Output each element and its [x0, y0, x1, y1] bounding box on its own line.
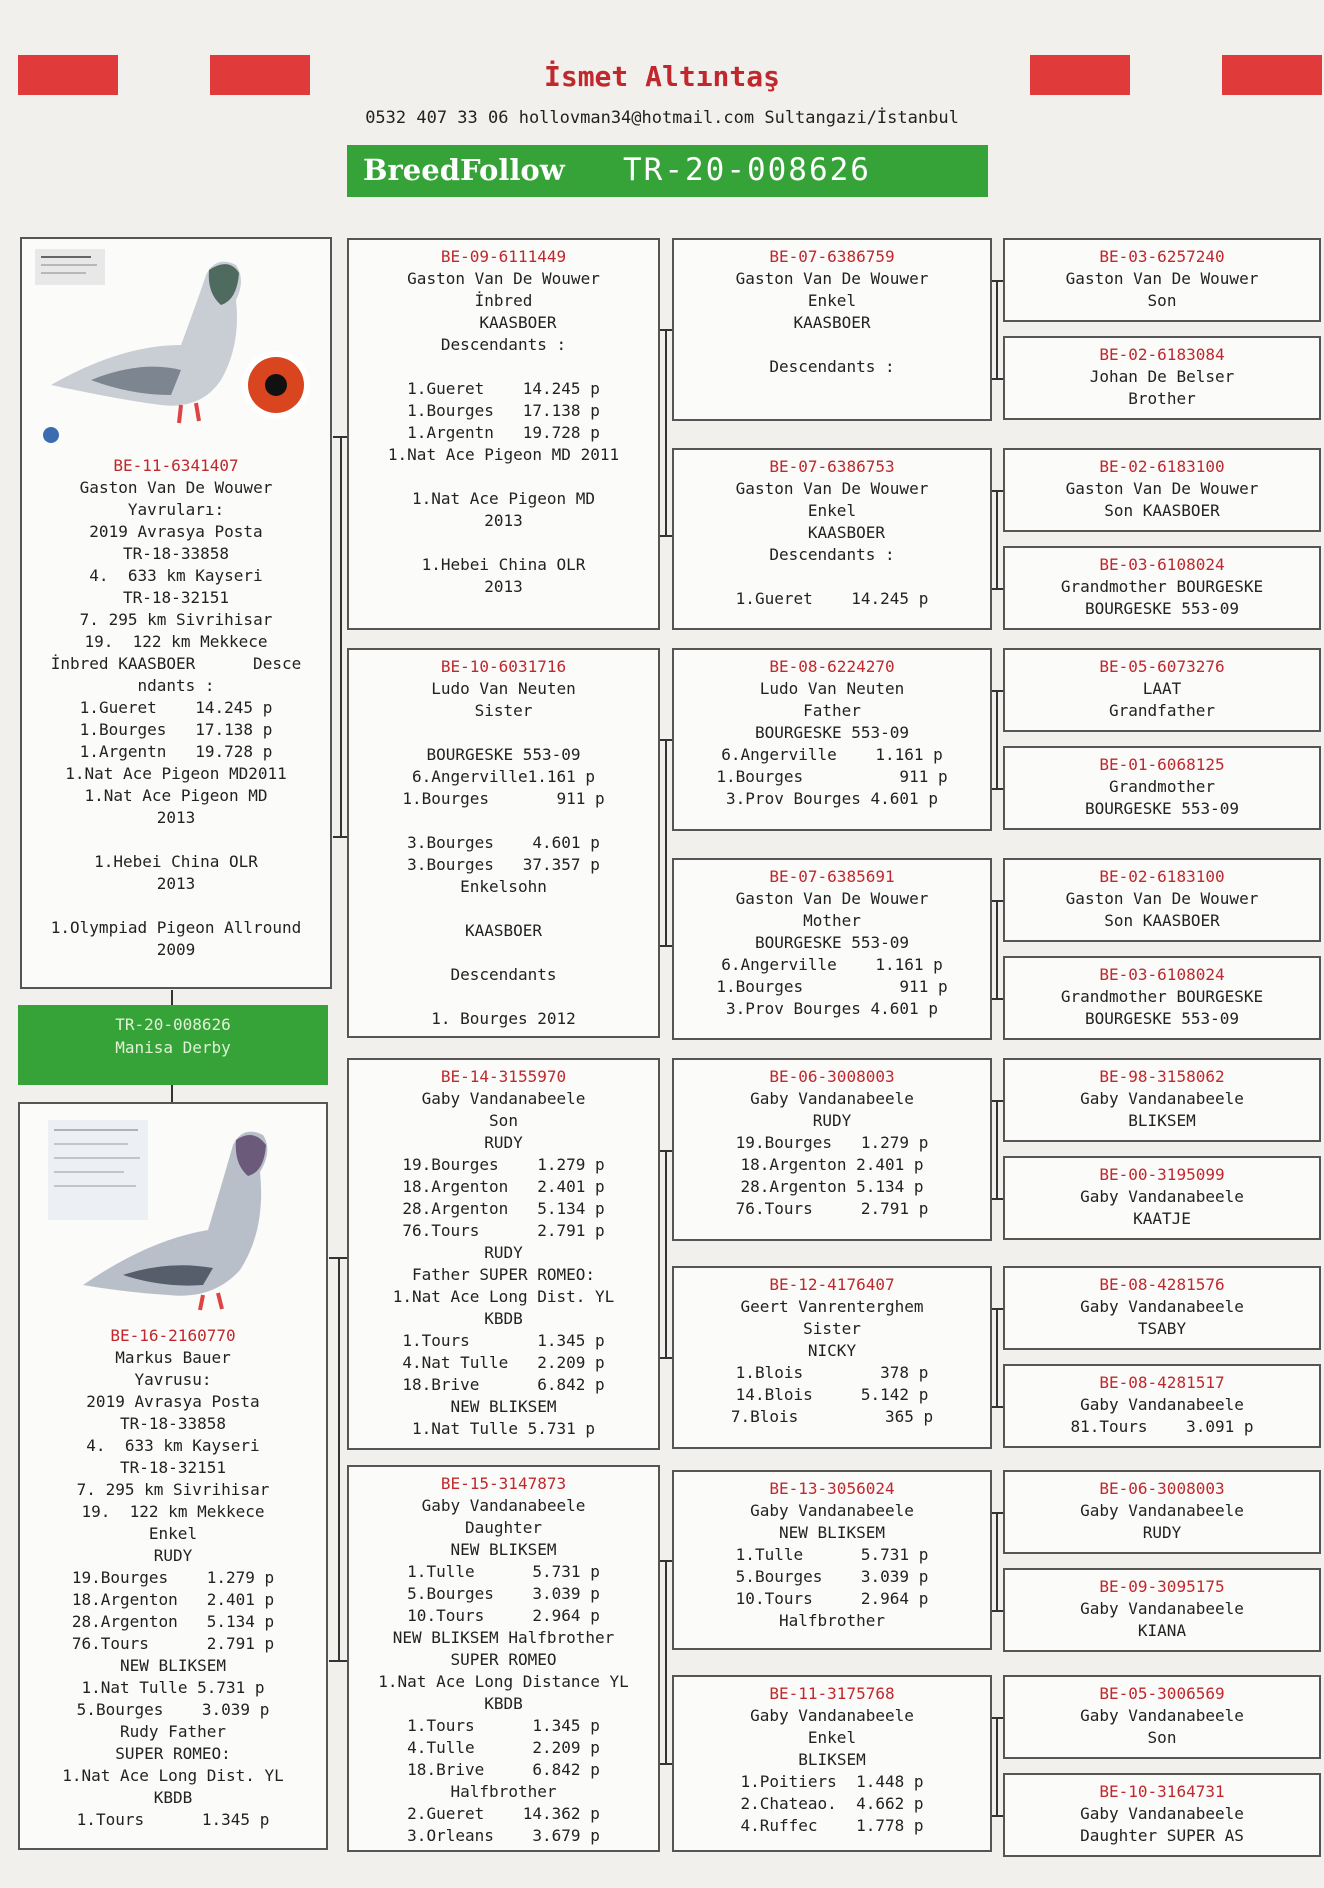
- subject-label-race: Manisa Derby: [115, 1038, 231, 1057]
- sire-info-line: İnbred KAASBOER Desce: [50, 654, 302, 673]
- dam-info-line: 2019 Avrasya Posta: [86, 1392, 260, 1411]
- gg-grandparent-card-line: Gaston Van De Wouwer: [1065, 269, 1259, 288]
- grandparent-card-line: Daughter: [464, 1518, 543, 1537]
- dam-info-line: 5.Bourges 3.039 p: [76, 1700, 270, 1719]
- pedigree-connector: [660, 1763, 672, 1765]
- gg-grandparent-card: [1003, 648, 1321, 732]
- gg-grandparent-card-line: Son: [1147, 1728, 1177, 1747]
- gg-grandparent-card-ring: BE-98-3158062: [1099, 1067, 1225, 1086]
- grandparent-card-line: 18.Argenton 2.401 p: [402, 1177, 605, 1196]
- dam-info-line: Yavrusu:: [134, 1370, 212, 1389]
- sire-info-line: Yavruları:: [127, 500, 225, 519]
- great-grandparent-card-line: 1.Tulle 5.731 p: [735, 1545, 929, 1564]
- dam-info-line: 1.Nat Ace Long Dist. YL: [62, 1766, 284, 1785]
- sire-info-line: 2013: [156, 808, 196, 827]
- gg-grandparent-card-line: Grandfather: [1109, 701, 1215, 720]
- grandparent-card-line: 1.Nat Tulle 5.731 p: [411, 1419, 596, 1438]
- dam-info-line: 28.Argenton 5.134 p: [71, 1612, 275, 1631]
- great-grandparent-card-line: 19.Bourges 1.279 p: [735, 1133, 929, 1152]
- grandparent-card-line: SUPER ROMEO: [450, 1650, 557, 1669]
- pedigree-connector: [992, 1610, 1003, 1612]
- sire-info-line: 2019 Avrasya Posta: [89, 522, 263, 541]
- grandparent-card-line: 1.Hebei China OLR: [421, 555, 586, 574]
- gg-grandparent-card-line: KIANA: [1137, 1621, 1187, 1640]
- dam-card: [18, 1102, 328, 1850]
- subject-ring: TR-20-008626: [623, 152, 871, 188]
- gg-grandparent-card-line: Son KAASBOER: [1104, 911, 1220, 930]
- great-grandparent-card-line: Sister: [803, 1319, 861, 1338]
- gg-grandparent-card-line: RUDY: [1142, 1523, 1182, 1542]
- sire-info-line: [22, 829, 330, 851]
- grandparent-card-ring: BE-10-6031716: [440, 657, 567, 676]
- gg-grandparent-card-line: BOURGESKE 553-09: [1084, 599, 1240, 618]
- great-grandparent-card: [672, 648, 992, 831]
- great-grandparent-card-line: 3.Prov Bourges 4.601 p: [726, 789, 938, 808]
- dam-info-line: TR-18-32151: [120, 1458, 226, 1477]
- great-grandparent-card-line: KAASBOER: [793, 313, 871, 332]
- grandparent-card-line: 3.Orleans 3.679 p: [407, 1826, 600, 1845]
- dam-info-line: 1.Tours 1.345 p: [76, 1810, 270, 1829]
- brand-label: BreedFollow: [363, 153, 565, 187]
- gg-grandparent-card-line: Grandmother BOURGESKE: [1060, 987, 1264, 1006]
- grandparent-card-line: İnbred: [474, 291, 533, 310]
- great-grandparent-card-line: 28.Argenton 5.134 p: [740, 1177, 924, 1196]
- gg-grandparent-card-ring: BE-06-3008003: [1099, 1479, 1225, 1498]
- grandparent-card-line: Descendants :: [440, 335, 567, 354]
- great-grandparent-card-line: Gaby Vandanabeele: [750, 1089, 914, 1108]
- grandparent-card-line: RUDY: [484, 1243, 523, 1262]
- sire-info-line: 2009: [156, 940, 196, 959]
- pedigree-connector: [996, 1512, 998, 1610]
- great-grandparent-card-line: 1.Bourges 911 p: [716, 767, 948, 786]
- gg-grandparent-card-ring: BE-03-6108024: [1099, 965, 1225, 984]
- great-grandparent-card: [672, 1058, 992, 1241]
- gg-grandparent-card-ring: BE-08-4281576: [1099, 1275, 1225, 1294]
- dam-info-line: NEW BLIKSEM: [120, 1656, 226, 1675]
- gg-grandparent-card-line: Gaby Vandanabeele: [1080, 1706, 1244, 1725]
- great-grandparent-card-ring: BE-07-6386753: [769, 457, 895, 476]
- sire-info-line: 4. 633 km Kayseri: [89, 566, 263, 585]
- great-grandparent-card-line: KAASBOER: [779, 523, 885, 542]
- gg-grandparent-card-line: Gaston Van De Wouwer: [1065, 479, 1259, 498]
- grandparent-card-line: [349, 810, 658, 832]
- great-grandparent-card-line: 5.Bourges 3.039 p: [735, 1567, 929, 1586]
- grandparent-card-line: Enkelsohn: [460, 877, 547, 896]
- grandparent-card-line: NEW BLIKSEM Halfbrother: [392, 1628, 615, 1647]
- great-grandparent-card-ring: BE-07-6386759: [769, 247, 895, 266]
- breeder-contact: 0532 407 33 06 hollovman34@hotmail.com Sultangazi/İstanbul: [365, 108, 959, 128]
- pedigree-connector: [996, 1308, 998, 1406]
- gg-grandparent-card-line: Gaston Van De Wouwer: [1065, 889, 1259, 908]
- gg-grandparent-card-line: Johan De Belser: [1089, 367, 1235, 386]
- grandparent-card-line: 6.Angerville1.161 p: [411, 767, 596, 786]
- gg-grandparent-card: [1003, 546, 1321, 630]
- pedigree-connector: [992, 1406, 1003, 1408]
- great-grandparent-card-line: RUDY: [812, 1111, 852, 1130]
- pedigree-connector: [996, 490, 998, 588]
- gg-grandparent-card-line: BOURGESKE 553-09: [1084, 1009, 1240, 1028]
- gg-grandparent-card: [1003, 336, 1321, 420]
- grandparent-card: [347, 238, 660, 630]
- pedigree-connector: [992, 998, 1003, 1000]
- gg-grandparent-card-line: TSABY: [1137, 1319, 1187, 1338]
- pedigree-connector: [333, 836, 347, 838]
- gg-grandparent-card-line: Gaby Vandanabeele: [1080, 1804, 1244, 1823]
- grandparent-card-line: NEW BLIKSEM: [450, 1397, 557, 1416]
- dam-info-line: Markus Bauer: [115, 1348, 231, 1367]
- great-grandparent-card-line: [674, 566, 990, 588]
- grandparent-card-line: Descendants: [450, 965, 557, 984]
- great-grandparent-card-line: 10.Tours 2.964 p: [735, 1589, 929, 1608]
- great-grandparent-card-line: Gaston Van De Wouwer: [735, 889, 929, 908]
- great-grandparent-card-line: 6.Angerville 1.161 p: [721, 955, 943, 974]
- gg-grandparent-card-ring: BE-01-6068125: [1099, 755, 1225, 774]
- gg-grandparent-card-line: Gaby Vandanabeele: [1080, 1187, 1244, 1206]
- pedigree-connector: [996, 900, 998, 998]
- pedigree-connector: [665, 1560, 667, 1763]
- gg-grandparent-card: [1003, 1058, 1321, 1142]
- gg-grandparent-card-ring: BE-02-6183100: [1099, 457, 1225, 476]
- sire-info-line: 1.Nat Ace Pigeon MD2011: [65, 764, 287, 783]
- great-grandparent-card-line: 18.Argenton 2.401 p: [740, 1155, 924, 1174]
- great-grandparent-card-line: Ludo Van Neuten: [759, 679, 905, 698]
- pedigree-connector: [996, 1717, 998, 1815]
- grandparent-card-line: [349, 532, 658, 554]
- great-grandparent-card-line: BOURGESKE 553-09: [754, 933, 910, 952]
- gg-grandparent-card-line: Brother: [1128, 389, 1196, 408]
- great-grandparent-card: [672, 448, 992, 630]
- breeder-name: İsmet Altıntaş: [543, 60, 780, 93]
- grandparent-card-line: 28.Argenton 5.134 p: [402, 1199, 605, 1218]
- great-grandparent-card-ring: BE-08-6224270: [769, 657, 895, 676]
- pedigree-connector: [660, 535, 672, 537]
- pedigree-connector: [665, 329, 667, 535]
- gg-grandparent-card: [1003, 1156, 1321, 1240]
- pedigree-connector: [992, 1815, 1003, 1817]
- gg-grandparent-card-line: Daughter SUPER AS: [1080, 1826, 1244, 1845]
- great-grandparent-card-line: 76.Tours 2.791 p: [735, 1199, 929, 1218]
- grandparent-card-line: 18.Brive 6.842 p: [402, 1375, 605, 1394]
- great-grandparent-card-ring: BE-11-3175768: [769, 1684, 895, 1703]
- great-grandparent-card-line: 2.Chateao. 4.662 p: [740, 1794, 924, 1813]
- pedigree-connector: [992, 588, 1003, 590]
- grandparent-card-line: 1.Bourges 911 p: [402, 789, 605, 808]
- grandparent-card-line: 2013: [484, 577, 523, 596]
- great-grandparent-card-line: Enkel: [807, 291, 857, 310]
- grandparent-card-line: [349, 942, 658, 964]
- pedigree-connector: [338, 1257, 340, 1660]
- grandparent-card-line: 2.Gueret 14.362 p: [407, 1804, 600, 1823]
- grandparent-card-line: 18.Brive 6.842 p: [407, 1760, 600, 1779]
- gg-grandparent-card: [1003, 1364, 1321, 1448]
- grandparent-card: [347, 1465, 660, 1852]
- sire-info-line: [22, 895, 330, 917]
- great-grandparent-card-line: Enkel: [807, 1728, 857, 1747]
- great-grandparent-card-line: 4.Ruffec 1.778 p: [740, 1816, 924, 1835]
- sire-info-line: 1.Olympiad Pigeon Allround: [50, 918, 302, 937]
- great-grandparent-card-line: 1.Bourges 911 p: [716, 977, 948, 996]
- dam-info-line: KBDB: [153, 1788, 193, 1807]
- grandparent-card-line: 1.Tulle 5.731 p: [407, 1562, 600, 1581]
- great-grandparent-card-line: NEW BLIKSEM: [779, 1523, 885, 1542]
- gg-grandparent-card-line: KAATJE: [1133, 1209, 1191, 1228]
- pedigree-connector: [340, 436, 342, 836]
- subject-label: [18, 1005, 328, 1085]
- dam-info-line: 7. 295 km Sivrihisar: [76, 1480, 270, 1499]
- great-grandparent-card-line: Halfbrother: [779, 1611, 885, 1630]
- gg-grandparent-card-ring: BE-09-3095175: [1099, 1577, 1225, 1596]
- sire-info-line: 19. 122 km Mekkece: [84, 632, 268, 651]
- grandparent-card-line: 1.Nat Ace Long Distance YL: [378, 1672, 629, 1691]
- great-grandparent-card: [672, 858, 992, 1040]
- dam-info-line: 19.Bourges 1.279 p: [71, 1568, 275, 1587]
- gg-grandparent-card-ring: BE-03-6257240: [1099, 247, 1225, 266]
- great-grandparent-card-line: Geert Vanrenterghem: [740, 1297, 924, 1316]
- great-grandparent-card-line: NICKY: [807, 1341, 857, 1360]
- gg-grandparent-card-ring: BE-02-6183084: [1099, 345, 1225, 364]
- grandparent-card-line: 19.Bourges 1.279 p: [402, 1155, 605, 1174]
- gg-grandparent-card: [1003, 448, 1321, 532]
- great-grandparent-card-line: 1.Poitiers 1.448 p: [740, 1772, 924, 1791]
- grandparent-card-line: KAASBOER: [450, 313, 557, 332]
- gg-grandparent-card: [1003, 1470, 1321, 1554]
- great-grandparent-card-line: Descendants :: [769, 357, 895, 376]
- gg-grandparent-card-ring: BE-10-3164731: [1099, 1782, 1225, 1801]
- pedigree-connector: [996, 280, 998, 378]
- sire-info-line: Gaston Van De Wouwer: [79, 478, 273, 497]
- gg-grandparent-card: [1003, 1266, 1321, 1350]
- sire-info-line: 1.Gueret 14.245 p: [79, 698, 273, 717]
- grandparent-card-line: KAASBOER: [464, 921, 543, 940]
- grandparent-card-line: Son: [489, 1111, 518, 1130]
- grandparent-card-ring: BE-09-6111449: [440, 247, 567, 266]
- gg-grandparent-card-line: Gaby Vandanabeele: [1080, 1599, 1244, 1618]
- grandparent-card-line: [349, 356, 658, 378]
- great-grandparent-card-ring: BE-06-3008003: [769, 1067, 895, 1086]
- great-grandparent-card-line: Gaston Van De Wouwer: [735, 269, 929, 288]
- gg-grandparent-card-line: 81.Tours 3.091 p: [1070, 1417, 1254, 1436]
- grandparent-card-line: Halfbrother: [450, 1782, 557, 1801]
- great-grandparent-card-line: 1.Gueret 14.245 p: [735, 589, 929, 608]
- great-grandparent-card: [672, 1675, 992, 1852]
- great-grandparent-card-line: Enkel: [807, 501, 857, 520]
- great-grandparent-card-line: BLIKSEM: [798, 1750, 866, 1769]
- grandparent-card-ring: BE-15-3147873: [440, 1474, 567, 1493]
- gg-grandparent-card-line: Son: [1147, 291, 1177, 310]
- grandparent-card-line: RUDY: [484, 1133, 523, 1152]
- grandparent-card-line: [349, 722, 658, 744]
- breedfollow-banner: [347, 145, 988, 197]
- sire-info-line: 1.Argentn 19.728 p: [79, 742, 273, 761]
- dam-info-line: SUPER ROMEO:: [115, 1744, 231, 1763]
- dam-info-line: Enkel: [148, 1524, 198, 1543]
- sire-info-line: TR-18-32151: [123, 588, 229, 607]
- sire-info-line: 1.Nat Ace Pigeon MD: [84, 786, 268, 805]
- pedigree-connector: [329, 1660, 347, 1662]
- gg-grandparent-card-line: Gaby Vandanabeele: [1080, 1501, 1244, 1520]
- grandparent-card-line: 4.Nat Tulle 2.209 p: [402, 1353, 605, 1372]
- gg-grandparent-card-ring: BE-00-3195099: [1099, 1165, 1225, 1184]
- pedigree-connector: [996, 690, 998, 788]
- gg-grandparent-card-line: Gaby Vandanabeele: [1080, 1297, 1244, 1316]
- great-grandparent-card-ring: BE-13-3056024: [769, 1479, 895, 1498]
- gg-grandparent-card-line: BLIKSEM: [1128, 1111, 1196, 1130]
- great-grandparent-card-line: 3.Prov Bourges 4.601 p: [726, 999, 938, 1018]
- dam-info-line: 19. 122 km Mekkece: [81, 1502, 265, 1521]
- grandparent-card-line: [349, 898, 658, 920]
- gg-grandparent-card-ring: BE-05-6073276: [1099, 657, 1225, 676]
- grandparent-card-line: [349, 986, 658, 1008]
- dam-info-line: Rudy Father: [120, 1722, 226, 1741]
- grandparent-card-line: Gaby Vandanabeele: [421, 1089, 586, 1108]
- dam-ring: BE-16-2160770: [110, 1326, 236, 1345]
- grandparent-card-line: 3.Bourges 37.357 p: [407, 855, 600, 874]
- grandparent-card-line: 10.Tours 2.964 p: [407, 1606, 600, 1625]
- pedigree-connector: [992, 788, 1003, 790]
- sire-info-line: 2013: [156, 874, 196, 893]
- great-grandparent-card-line: 7.Blois 365 p: [730, 1407, 934, 1426]
- pedigree-connector: [660, 1357, 672, 1359]
- gg-grandparent-card-line: LAAT: [1142, 679, 1182, 698]
- great-grandparent-card-line: Mother: [803, 911, 861, 930]
- great-grandparent-card-line: Gaston Van De Wouwer: [735, 479, 929, 498]
- grandparent-card-line: 1.Nat Ace Pigeon MD 2011: [387, 445, 620, 464]
- grandparent-card: [347, 1058, 660, 1450]
- grandparent-card-line: [349, 466, 658, 488]
- pedigree-connector: [996, 1100, 998, 1198]
- great-grandparent-card-line: Descendants :: [769, 545, 895, 564]
- grandparent-card-line: 1.Tours 1.345 p: [407, 1716, 600, 1735]
- grandparent-card-line: 5.Bourges 3.039 p: [407, 1584, 600, 1603]
- grandparent-card-line: Ludo Van Neuten: [431, 679, 576, 698]
- sire-card: [20, 237, 332, 989]
- great-grandparent-card-line: Gaby Vandanabeele: [750, 1706, 914, 1725]
- great-grandparent-card-line: 6.Angerville 1.161 p: [721, 745, 943, 764]
- great-grandparent-card-line: BOURGESKE 553-09: [754, 723, 910, 742]
- grandparent-card-line: Gaston Van De Wouwer: [407, 269, 600, 288]
- grandparent-card-line: Father SUPER ROMEO:: [411, 1265, 596, 1284]
- grandparent-card-line: 1.Bourges 17.138 p: [407, 401, 600, 420]
- great-grandparent-card-line: 1.Blois 378 p: [735, 1363, 929, 1382]
- grandparent-card-line: Gaby Vandanabeele: [421, 1496, 586, 1515]
- gg-grandparent-card-line: Grandmother: [1109, 777, 1215, 796]
- grandparent-card-line: 1. Bourges 2012: [431, 1009, 576, 1028]
- grandparent-card-line: 1.Argentn 19.728 p: [407, 423, 600, 442]
- sire-info-line: 7. 295 km Sivrihisar: [79, 610, 273, 629]
- gg-grandparent-card: [1003, 1675, 1321, 1759]
- grandparent-card-line: KBDB: [484, 1694, 523, 1713]
- grandparent-card-line: 1.Tours 1.345 p: [402, 1331, 605, 1350]
- gg-grandparent-card: [1003, 238, 1321, 322]
- sire-info-line: 1.Bourges 17.138 p: [79, 720, 273, 739]
- dam-info-line: TR-18-33858: [120, 1414, 226, 1433]
- grandparent-card-line: 4.Tulle 2.209 p: [407, 1738, 600, 1757]
- sire-ring: BE-11-6341407: [113, 456, 239, 475]
- gg-grandparent-card-ring: BE-08-4281517: [1099, 1373, 1225, 1392]
- pigeon-photo: [28, 1110, 318, 1325]
- great-grandparent-card-ring: BE-07-6385691: [769, 867, 895, 886]
- great-grandparent-card-line: 14.Blois 5.142 p: [735, 1385, 929, 1404]
- grandparent-card-line: NEW BLIKSEM: [450, 1540, 557, 1559]
- pedigree-connector: [660, 945, 672, 947]
- gg-grandparent-card-line: Grandmother BOURGESKE: [1060, 577, 1264, 596]
- gg-grandparent-card-ring: BE-05-3006569: [1099, 1684, 1225, 1703]
- dam-info-line: 4. 633 km Kayseri: [86, 1436, 260, 1455]
- gg-grandparent-card: [1003, 956, 1321, 1040]
- great-grandparent-card: [672, 238, 992, 421]
- sire-info-line: 1.Hebei China OLR: [94, 852, 258, 871]
- grandparent-card-line: 1.Nat Ace Long Dist. YL: [392, 1287, 615, 1306]
- great-grandparent-card: [672, 1266, 992, 1449]
- great-grandparent-card-line: Father: [803, 701, 861, 720]
- gg-grandparent-card: [1003, 1568, 1321, 1652]
- great-grandparent-card-line: Gaby Vandanabeele: [750, 1501, 914, 1520]
- gg-grandparent-card-ring: BE-03-6108024: [1099, 555, 1225, 574]
- grandparent-card-line: KBDB: [484, 1309, 523, 1328]
- pedigree-connector: [992, 1198, 1003, 1200]
- sire-info-line: TR-18-33858: [123, 544, 229, 563]
- dam-info-line: RUDY: [153, 1546, 193, 1565]
- pedigree-connector: [171, 1085, 173, 1102]
- dam-info-line: 18.Argenton 2.401 p: [71, 1590, 275, 1609]
- grandparent-card: [347, 648, 660, 1038]
- gg-grandparent-card: [1003, 746, 1321, 830]
- pedigree-connector: [992, 378, 1003, 380]
- great-grandparent-card: [672, 1470, 992, 1650]
- gg-grandparent-card-line: BOURGESKE 553-09: [1084, 799, 1240, 818]
- great-grandparent-card-line: [674, 334, 990, 356]
- grandparent-card-ring: BE-14-3155970: [440, 1067, 567, 1086]
- grandparent-card-line: 2013: [484, 511, 523, 530]
- pigeon-photo: [31, 245, 321, 455]
- great-grandparent-card-ring: BE-12-4176407: [769, 1275, 895, 1294]
- grandparent-card-line: 3.Bourges 4.601 p: [407, 833, 600, 852]
- gg-grandparent-card-ring: BE-02-6183100: [1099, 867, 1225, 886]
- dam-info-line: 76.Tours 2.791 p: [71, 1634, 275, 1653]
- grandparent-card-line: 76.Tours 2.791 p: [402, 1221, 605, 1240]
- grandparent-card-line: BOURGESKE 553-09: [426, 745, 581, 764]
- subject-label-ring: TR-20-008626: [115, 1015, 231, 1034]
- pedigree-connector: [665, 1150, 667, 1357]
- pedigree-connector: [171, 990, 173, 1005]
- grandparent-card-line: 1.Nat Ace Pigeon MD: [411, 489, 596, 508]
- gg-grandparent-card: [1003, 858, 1321, 942]
- gg-grandparent-card-line: Gaby Vandanabeele: [1080, 1395, 1244, 1414]
- gg-grandparent-card-line: Son KAASBOER: [1104, 501, 1220, 520]
- grandparent-card-line: Sister: [474, 701, 533, 720]
- sire-info-line: ndants :: [137, 676, 215, 695]
- gg-grandparent-card-line: Gaby Vandanabeele: [1080, 1089, 1244, 1108]
- dam-info-line: 1.Nat Tulle 5.731 p: [81, 1678, 265, 1697]
- grandparent-card-line: 1.Gueret 14.245 p: [407, 379, 600, 398]
- gg-grandparent-card: [1003, 1773, 1321, 1857]
- pedigree-connector: [665, 739, 667, 945]
